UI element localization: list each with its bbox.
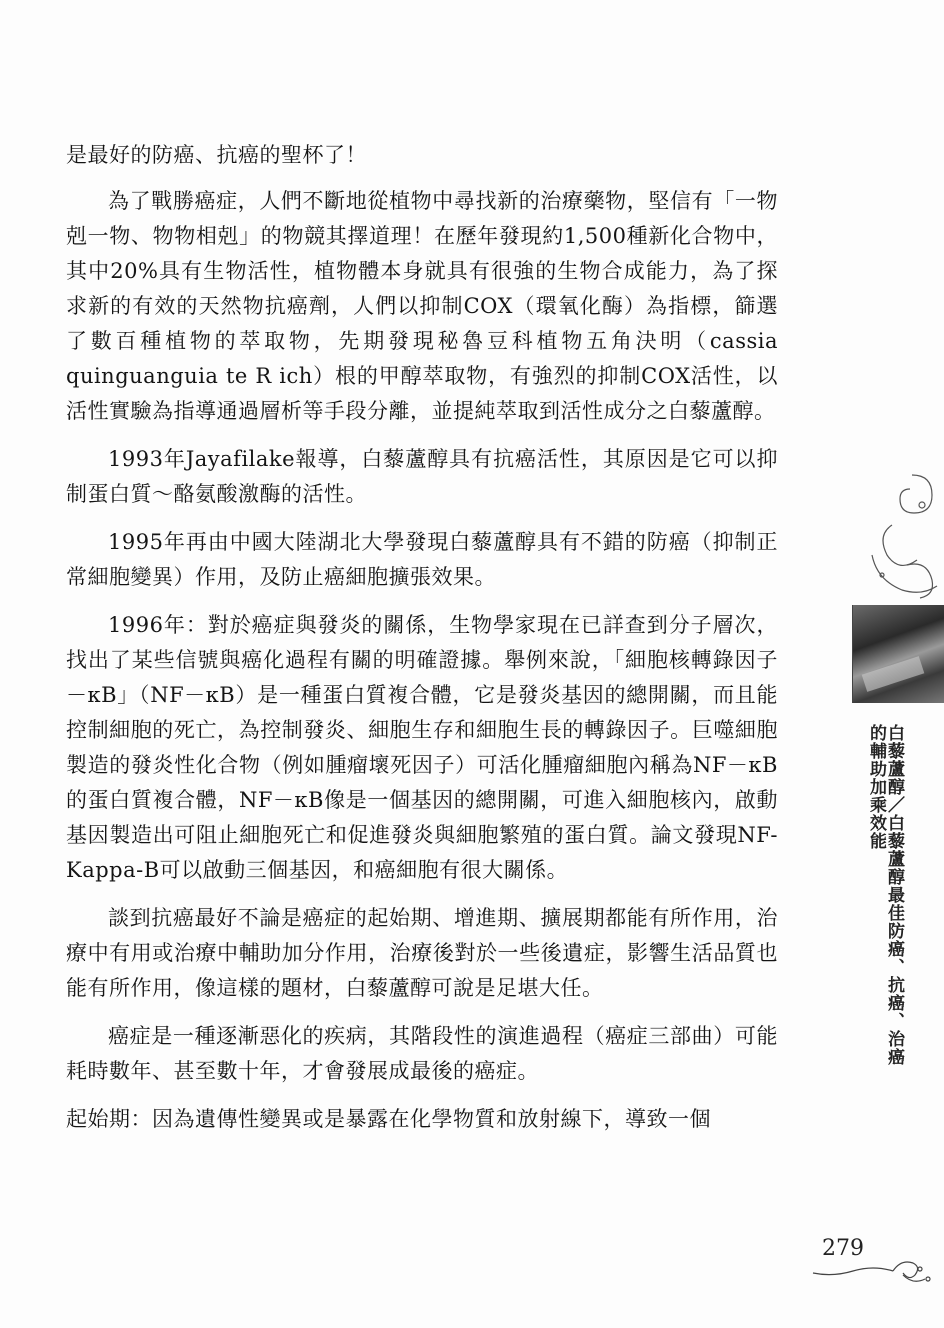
decorative-photo <box>852 605 944 703</box>
page-number: 279 <box>822 1236 864 1261</box>
side-title-line1: 白藜蘆醇／白藜蘆醇最佳防癌、抗癌、治癌 <box>884 724 904 1066</box>
paragraph-1: 是最好的防癌、抗癌的聖杯了！ <box>66 143 367 167</box>
paragraph-3: 1993年Jayafilake報導，白藜蘆醇具有抗癌活性，其原因是它可以抑制蛋白質～酪氨酸激酶的活性。 <box>66 447 778 506</box>
side-title-line2: 的輔助加乘效能 <box>866 724 886 850</box>
paragraph-4: 1995年再由中國大陸湖北大學發現白藜蘆醇具有不錯的防癌（抑制正常細胞變異）作用，及防止癌細胞擴張效果。 <box>66 530 778 589</box>
paragraph-5: 1996年：對於癌症與發炎的關係，生物學家現在已詳查到分子層次，找出了某些信號與癌化過程有關的明確證據。舉例來說，「細胞核轉錄因子－κB」（NF－κB）是一種蛋白質複合體，它是發炎基因的總開關，而且能控制細胞的死亡，為控制發炎、細胞生存和細胞生長的轉錄因子。巨噬細胞製造的發炎性化合物（例如腫瘤壞死因子）可活化腫瘤細胞內稱為NF－κB的蛋白質複合體，NF－κB像是一個基因的總開關，可進入細胞核內，啟動基因製造出可阻止細胞死亡和促進發炎與細胞繁殖的蛋白質。論文發現NF-Kappa-B可以啟動三個基因，和癌細胞有很大關係。 <box>66 613 778 882</box>
footer-ornament-icon <box>808 1255 938 1295</box>
paragraph-7: 癌症是一種逐漸惡化的疾病，其階段性的演進過程（癌症三部曲）可能耗時數年、甚至數十年，才會發展成最後的癌症。 <box>66 1024 778 1083</box>
paragraph-6: 談到抗癌最好不論是癌症的起始期、增進期、擴展期都能有所作用，治療中有用或治療中輔助加分作用，治療後對於一些後遺症，影響生活品質也能有所作用，像這樣的題材，白藜蘆醇可說是足堪大任。 <box>66 906 778 1000</box>
paragraph-2: 為了戰勝癌症，人們不斷地從植物中尋找新的治療藥物，堅信有「一物剋一物、物物相剋」的物競其擇道理！在歷年發現約1,500種新化合物中，其中20%具有生物活性，植物體本身就具有很強的生物合成能力，為了探求新的有效的天然物抗癌劑，人們以抑制COX（環氧化酶）為指標，篩選了數百種植物的萃取物，先期發現秘魯豆科植物五角決明（cassia quinguanguia te R ich）根的甲醇萃取物，有強烈的抑制COX活性，以活性實驗為指導通過層析等手段分離，並提純萃取到活性成分之白藜蘆醇。 <box>66 189 778 423</box>
paragraph-8: 起始期：因為遺傳性變異或是暴露在化學物質和放射線下，導致一個 <box>66 1107 711 1131</box>
body-text <box>66 138 778 1150</box>
